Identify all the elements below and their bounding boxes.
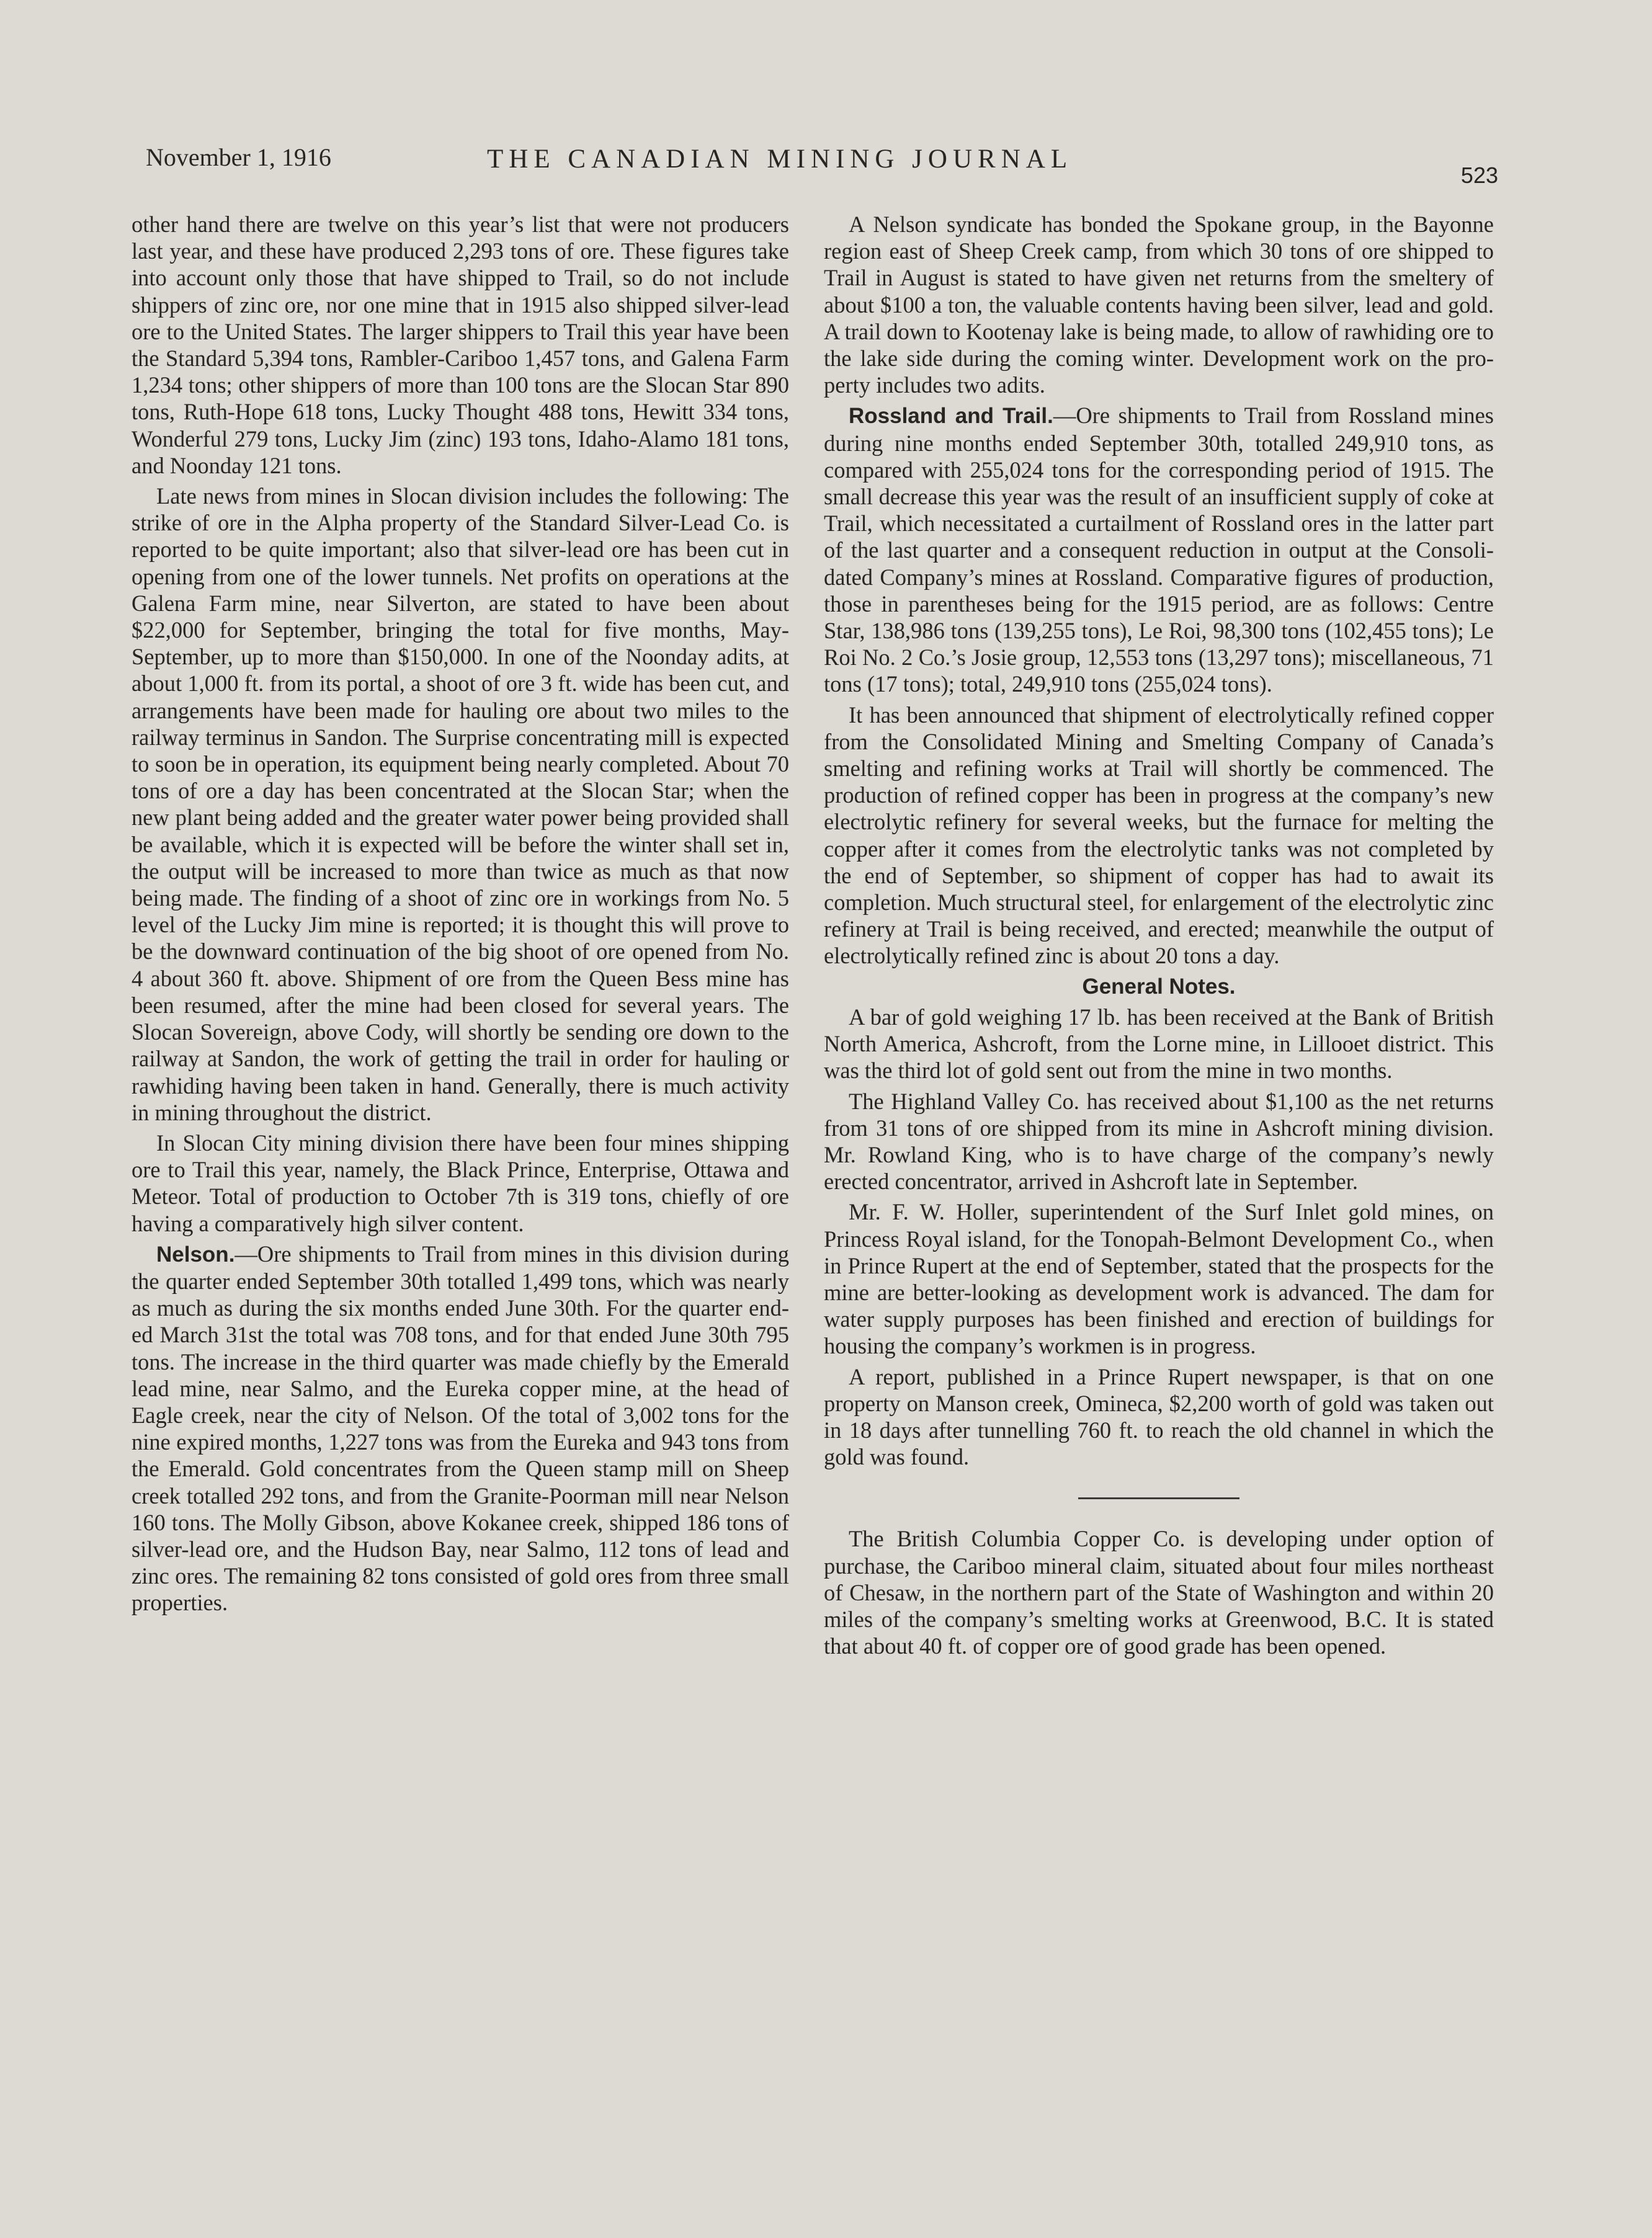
run-in-heading: Rossland and Trail. [849, 404, 1053, 429]
paragraph: The British Columbia Copper Co. is developing under option of purchase, the Cariboo mineral claim, situated about four miles northeast of Chesaw, in the northern part of the State of Washington and within 20 miles of the company’s smelting works at Greenwood, B.C. It is stated that about 40 ft. of copper ore of good grade has been opened. [824, 1526, 1494, 1659]
paragraph: Mr. F. W. Holler, superintendent of the Surf Inlet gold mines, on Princess Royal island, for the Tonopah-Belmont Development Co., when in Prince Rupert at the end of September, stated that the prospects for the mine are better-looking as development work is advanced. The dam for water supply purposes has been finished and erection of buildings for housing the company’s workmen is in progress. [824, 1199, 1494, 1359]
page-number: 523 [1460, 163, 1498, 188]
paragraph: A report, published in a Prince Rupert newspaper, is that on one property on Manson creek, Omineca, $2,200 worth of gold was taken out in 18 days after tunnelling 760 ft. to reach the old channel in which the gold was found. [824, 1363, 1494, 1470]
paragraph: A Nelson syndicate has bonded the Spokane group, in the Bayonne region east of Sheep Creek camp, from which 30 tons of ore shipped to Trail in August is stated to have given net returns from the smeltery of about $100 a ton, the valuable contents having been silver, lead and gold. A trail down to Kootenay lake is being made, to allow of rawhiding ore to the lake side during the coming winter. Development work on the property includes two adits. [824, 212, 1494, 398]
paragraph: In Slocan City mining division there have been four mines shipping ore to Trail this year, namely, the Black Prince, Enterprise, Ottawa and Meteor. Total of production to October 7th is 319 tons, chiefly of ore having a comparatively high silver content. [132, 1130, 789, 1236]
issue-date: November 1, 1916 [146, 143, 331, 171]
paragraph-rossland [824, 402, 1494, 697]
running-head [146, 143, 1498, 186]
paragraph: Late news from mines in Slocan division includes the following: The strike of ore in the Alpha property of the Standard Silver-Lead Co. is reported to be quite important; also that silver-lead ore has been cut in opening from one of the lower tunnels. Net profits on operations at the Galena Farm mine, near Silverton, are stated to have been about $22,000 for September, bringing the total for five months, May-September, up to more than $150,000. In one of the Noonday adits, at about 1,000 ft. from its portal, a shoot of ore 3 ft. wide has been cut, and arrangements have been made for hauling ore about two miles to the railway terminus in Sandon. The Surprise concentrating mill is expected to soon be in operation, its equipment being nearly completed. About 70 tons of ore a day has been concentrated at the Slocan Star; when the new plant being added and the greater water power being provided shall be available, which it is expected will be before the winter shall set in, the output will be increased to more than twice as much as that now being made. The finding of a shoot of zinc ore in workings from No. 5 level of the Lucky Jim mine is reported; it is thought this will prove to be the downward continuation of the big shoot of ore opened from No. 4 about 360 ft. above. Shipment of ore from the Queen Bess mine has been resumed, after the mine had been closed for several years. The Slocan Sovereign, above Cody, will shortly be sending ore down to the railway at Sandon, the work of getting the trail in order for hauling or rawhiding having been taken in hand. Generally, there is much activity in mining throughout the district. [132, 483, 789, 1125]
divider-rule [1078, 1497, 1239, 1499]
paragraph-nelson [132, 1241, 789, 1616]
right-column [824, 211, 1494, 1663]
paragraph: It has been announced that shipment of electrolytically refined copper from the Consolidated Mining and Smelting Company of Canada’s smelting and refining works at Trail will shortly be commenced. The production of refined copper has been in progress at the company’s new electrolytic refinery for several weeks, but the furnace for melting the copper after it comes from the electrolytic tanks was not completed by the end of September, so shipment of copper has had to await its completion. Much structural steel, for enlargement of the electrolytic zinc refinery at Trail is being received, and erected; meanwhile the output of electrolytically refined zinc is about 20 tons a day. [824, 702, 1494, 969]
left-column [132, 211, 789, 1620]
paragraph-text: —Ore shipments to Trail from mines in this division during the quarter ended September 30th totalled 1,499 tons, which was nearly as much as during the six months ended June 30th. For the quarter ended March 31st the total was 708 tons, and for that ended June 30th 795 tons. The increase in the third quarter was made chiefly by the Emerald lead mine, near Salmo, and the Eureka copper mine, at the head of Eagle creek, near the city of Nelson. Of the total of 3,002 tons for the nine expired months, 1,227 tons was from the Eureka and 943 tons from the Emerald. Gold concentrates from the Queen stamp mill on Sheep creek totalled 292 tons, and from the Granite-Poorman mill near Nelson 160 tons. The Molly Gibson, above Kokanee creek, shipped 186 tons of silver-lead ore, and the Hudson Bay, near Salmo, 112 tons of lead and zinc ores. The remaining 82 tons consisted of gold ores from three small properties. [132, 1241, 789, 1616]
paragraph-text: —Ore shipments to Trail from Rossland mines during nine months ended September 30th, totalled 249,910 tons, as compared with 255,024 tons for the corresponding period of 1915. The small decrease this year was the result of an insufficient supply of coke at Trail, which necessitated a curtailment of Rossland ores in the latter part of the last quarter and a consequent reduction in output at the Consolidated Company’s mines at Rossland. Comparative figures of production, those in parentheses being for the 1915 period, are as follows: Centre Star, 138,986 tons (139,255 tons), Le Roi, 98,300 tons (102,455 tons); Le Roi No. 2 Co.’s Josie group, 12,553 tons (13,297 tons); miscellaneous, 71 tons (17 tons); total, 249,910 tons (255,024 tons). [824, 403, 1494, 697]
paragraph: The Highland Valley Co. has received about $1,100 as the net returns from 31 tons of ore shipped from its mine in Ashcroft mining division. Mr. Rowland King, who is to have charge of the company’s newly erected concentrator, arrived in Ashcroft late in September. [824, 1088, 1494, 1195]
paragraph: A bar of gold weighing 17 lb. has been received at the Bank of British North America, Ashcroft, from the Lorne mine, in Lillooet district. This was the third lot of gold sent out from the mine in two months. [824, 1004, 1494, 1084]
run-in-heading: Nelson. [156, 1242, 235, 1267]
paragraph: other hand there are twelve on this year’s list that were not producers last year, and these have produced 2,293 tons of ore. These figures take into account only those that have shipped to Trail, so do not include shippers of zinc ore, nor one mine that in 1915 also shipped silver-lead ore to the United States. The larger shippers to Trail this year have been the Standard 5,394 tons, Rambler-Cariboo 1,457 tons, and Galena Farm 1,234 tons; other shippers of more than 100 tons are the Slocan Star 890 tons, Ruth-Hope 618 tons, Lucky Thought 488 tons, Hewitt 334 tons, Wonderful 279 tons, Lucky Jim (zinc) 193 tons, Idaho-Alamo 181 tons, and Noonday 121 tons. [132, 212, 789, 478]
section-heading: General Notes. [1082, 974, 1236, 999]
journal-title: THE CANADIAN MINING JOURNAL [487, 145, 1073, 174]
